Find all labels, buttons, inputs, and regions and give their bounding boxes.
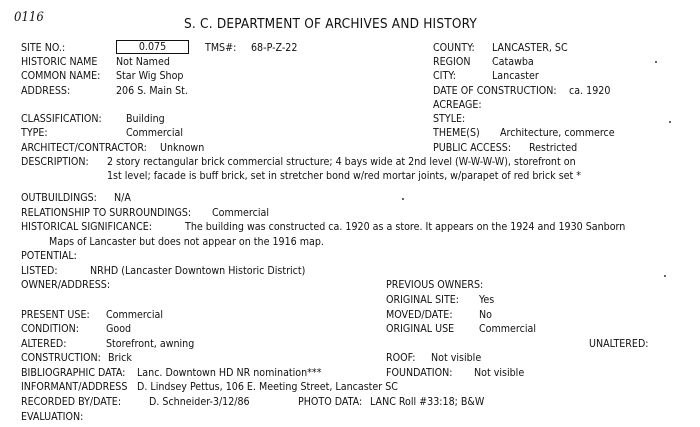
relationship-value: Commercial [212,207,269,219]
date-of-construction-value: ca. 1920 [569,85,611,97]
roof-label: ROOF: [386,352,416,364]
historic-name-label: HISTORIC NAME [21,56,98,68]
public-access-value: Restricted [529,142,578,154]
original-site-label: ORIGINAL SITE: [386,294,460,306]
county-value: LANCASTER, SC [492,42,568,54]
moved-date-label: MOVED/DATE: [386,309,453,321]
form-number: 0116 [14,10,44,25]
historic-name-value: Not Named [116,56,170,68]
common-name-label: COMMON NAME: [21,70,101,82]
region-label: REGION [433,56,471,68]
description-line-1: 2 story rectangular brick commercial structure; 4 bays wide at 2nd level (W-W-W-W), storefront on [107,156,576,168]
foundation-label: FOUNDATION: [386,367,453,379]
themes-value: Architecture, commerce [500,127,615,139]
unaltered-label: UNALTERED: [589,338,649,350]
original-use-value: Commercial [479,323,536,335]
date-of-construction-label: DATE OF CONSTRUCTION: [433,85,557,97]
scan-speck [655,61,657,63]
description-label: DESCRIPTION: [21,156,89,168]
classification-value: Building [126,113,165,125]
common-name-value: Star Wig Shop [116,70,184,82]
photo-data-label: PHOTO DATA: [298,396,363,408]
scan-speck [664,275,666,277]
photo-data-value: LANC Roll #33:18; B&W [370,396,485,408]
recorded-by-value: D. Schneider-3/12/86 [149,396,250,408]
relationship-label: RELATIONSHIP TO SURROUNDINGS: [21,207,192,219]
type-value: Commercial [126,127,183,139]
evaluation-label: EVALUATION: [21,411,84,423]
construction-value: Brick [108,352,132,364]
classification-label: CLASSIFICATION: [21,113,102,125]
site-no-box: 0.075 [116,40,189,54]
significance-line-2: Maps of Lancaster but does not appear on the 1916 map. [49,236,324,248]
architect-label: ARCHITECT/CONTRACTOR: [21,142,147,154]
acreage-label: ACREAGE: [433,99,482,111]
region-value: Catawba [492,56,534,68]
roof-value: Not visible [431,352,482,364]
public-access-label: PUBLIC ACCESS: [433,142,512,154]
style-label: STYLE: [433,113,466,125]
altered-label: ALTERED: [21,338,67,350]
informant-value: D. Lindsey Pettus, 106 E. Meeting Street, Lancaster SC [137,381,398,393]
potential-label: POTENTIAL: [21,250,77,262]
condition-value: Good [106,323,132,335]
present-use-label: PRESENT USE: [21,309,90,321]
listed-label: LISTED: [21,265,58,277]
original-use-label: ORIGINAL USE [386,323,455,335]
themes-label: THEME(S) [433,127,480,139]
description-line-2: 1st level; facade is buff brick, set in stretcher bond w/red mortar joints, w/parapet of red brick set * [107,170,582,182]
address-value: 206 S. Main St. [116,85,188,97]
present-use-value: Commercial [106,309,163,321]
listed-value: NRHD (Lancaster Downtown Historic District) [90,265,306,277]
construction-label: CONSTRUCTION: [21,352,101,364]
owner-address-label: OWNER/ADDRESS: [21,279,111,291]
address-label: ADDRESS: [21,85,71,97]
site-no-label: SITE NO.: [21,42,66,54]
original-site-value: Yes [479,294,495,306]
county-label: COUNTY: [433,42,475,54]
moved-date-value: No [479,309,492,321]
previous-owners-label: PREVIOUS OWNERS: [386,279,484,291]
outbuildings-label: OUTBUILDINGS: [21,192,97,204]
city-label: CITY: [433,70,456,82]
city-value: Lancaster [492,70,539,82]
scan-speck [402,198,404,200]
outbuildings-value: N/A [114,192,131,204]
page-title: S. C. DEPARTMENT OF ARCHIVES AND HISTORY [184,16,478,32]
recorded-by-label: RECORDED BY/DATE: [21,396,122,408]
type-label: TYPE: [21,127,48,139]
architect-value: Unknown [160,142,205,154]
tms-label: TMS#: [205,42,237,54]
significance-line-1: The building was constructed ca. 1920 as a store. It appears on the 1924 and 1930 Sanborn [185,221,626,233]
condition-label: CONDITION: [21,323,79,335]
foundation-value: Not visible [474,367,525,379]
significance-label: HISTORICAL SIGNIFICANCE: [21,221,152,233]
altered-value: Storefront, awning [106,338,195,350]
bibliographic-value: Lanc. Downtown HD NR nomination*** [137,367,322,379]
bibliographic-label: BIBLIOGRAPHIC DATA: [21,367,126,379]
scan-speck [669,121,671,123]
tms-value: 68-P-Z-22 [251,42,298,54]
informant-label: INFORMANT/ADDRESS [21,381,128,393]
